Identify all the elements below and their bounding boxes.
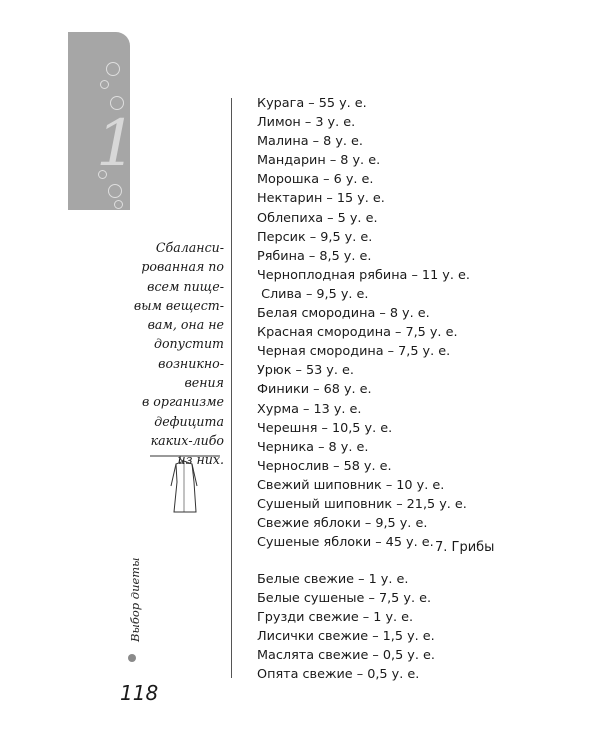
- sidenote-line: из них.: [177, 452, 224, 468]
- list-item: Свежие яблоки – 9,5 у. е.: [257, 516, 428, 532]
- chapter-number: 1: [96, 107, 137, 181]
- bullet-dot-icon: [128, 654, 136, 662]
- sidenote-line: дефицита: [154, 413, 224, 429]
- list-item: Чернослив – 58 у. е.: [257, 458, 392, 474]
- flower-ornament-icon: [108, 184, 122, 198]
- list-item: Облепиха – 5 у. е.: [257, 210, 378, 226]
- sidenote-line: каких-либо: [150, 432, 224, 448]
- section-title: 7. Грибы: [435, 540, 495, 555]
- list-item: Слива – 9,5 у. е.: [257, 286, 369, 302]
- list-item: Маслята свежие – 0,5 у. е.: [257, 648, 435, 664]
- list-item: Красная смородина – 7,5 у. е.: [257, 325, 458, 341]
- list-item: Белые свежие – 1 у. е.: [257, 572, 409, 587]
- list-item: Черноплодная рябина – 11 у. е.: [257, 267, 470, 283]
- sidenote-line: допустит: [153, 336, 224, 352]
- list-item: Персик – 9,5 у. е.: [257, 229, 373, 245]
- column-divider: [231, 98, 232, 678]
- list-item: Малина – 8 у. е.: [257, 134, 363, 150]
- sidenote: [118, 238, 224, 470]
- list-item: Черника – 8 у. е.: [257, 439, 369, 455]
- sidenote-line: возникно-: [158, 355, 224, 371]
- sidenote-line: вения: [184, 375, 224, 391]
- sidenote-line: вам, она не: [147, 317, 224, 333]
- flower-ornament-icon: [100, 80, 109, 89]
- list-item: Лисички свежие – 1,5 у. е.: [257, 629, 435, 645]
- list-item: Сушеный шиповник – 21,5 у. е.: [257, 496, 467, 512]
- list-item: Урюк – 53 у. е.: [257, 363, 354, 379]
- mushroom-list: [257, 570, 435, 685]
- fruit-list: [257, 94, 470, 552]
- list-item: Рябина – 8,5 у. е.: [257, 248, 372, 264]
- sidenote-line: вым вещест-: [133, 297, 224, 313]
- list-item: Белые сушеные – 7,5 у. е.: [257, 591, 432, 607]
- list-item: Опята свежие – 0,5 у. е.: [257, 667, 420, 683]
- list-item: Курага – 55 у. е.: [257, 96, 367, 111]
- list-item: Хурма – 13 у. е.: [257, 401, 362, 417]
- list-item: Мандарин – 8 у. е.: [257, 153, 381, 169]
- page-number: 118: [120, 681, 159, 705]
- list-item: Свежий шиповник – 10 у. е.: [257, 477, 445, 493]
- chapter-tab: [68, 32, 137, 210]
- list-item: Финики – 68 у. е.: [257, 382, 372, 398]
- list-item: Черная смородина – 7,5 у. е.: [257, 344, 451, 360]
- list-item: Морошка – 6 у. е.: [257, 172, 374, 188]
- list-item: Нектарин – 15 у. е.: [257, 191, 385, 207]
- dress-on-hanger-icon: [150, 452, 220, 517]
- list-item: Черешня – 10,5 у. е.: [257, 420, 393, 436]
- list-item: Сушеные яблоки – 45 у. е.: [257, 535, 434, 551]
- flower-ornament-icon: [106, 62, 120, 76]
- list-item: Грузди свежие – 1 у. е.: [257, 610, 414, 626]
- list-item: Белая смородина – 8 у. е.: [257, 306, 430, 322]
- sidenote-line: Сбаланси-: [155, 240, 224, 255]
- sidenote-line: всем пище-: [147, 278, 224, 294]
- sidenote-line: рованная по: [141, 259, 224, 275]
- list-item: Лимон – 3 у. е.: [257, 115, 356, 131]
- running-head: Выбор диеты: [128, 557, 142, 642]
- flower-ornament-icon: [114, 200, 123, 209]
- sidenote-line: в организме: [141, 394, 224, 410]
